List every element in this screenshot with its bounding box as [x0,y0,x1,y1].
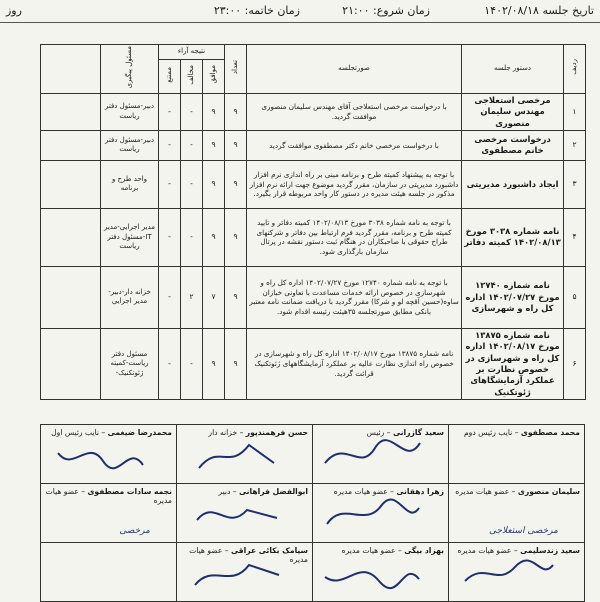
signature-scribble [315,492,425,536]
header-agree: موافق [203,59,225,93]
meeting-date: تاریخ جلسه ۱۴۰۲/۰۸/۱۸ [484,4,594,17]
row-number: ۱ [564,93,586,130]
vote-count: ۹ [225,266,247,328]
responsible: دبیر-مسئول دفتر ریاست [101,93,159,130]
signature-cell: بهزاد بیگی – عضو هیات مدیره [313,543,449,602]
vote-against: - [181,130,203,160]
signature-cell: محمدرضا ضیغمی – نایب رئیس اول [41,425,177,484]
header-row-number: ردیف [564,45,586,94]
header-rule [0,22,600,23]
vote-against: - [181,160,203,208]
agenda-title: ایجاد داشبورد مدیریتی [462,160,564,208]
signature-cell: حسن فرهمندپور – خزانه دار [177,425,313,484]
signature-scribble [315,433,425,477]
header-abstain: ممتنع [159,59,181,93]
vote-agree: ۹ [203,93,225,130]
table-row [41,328,586,399]
vote-agree: ۹ [203,208,225,266]
table-row [41,266,586,328]
header-minutes: صورتجلسه [247,45,462,94]
minutes-text: با درخواست مرخصی خانم دکتر مصطفوی موافقت گردید [247,130,462,160]
responsible: دبیر-مسئول دفتر ریاست [101,130,159,160]
signature-scribble [179,492,289,536]
agenda-title: نامه شماره ۱۳۸۷۵ مورخ ۱۴۰۲/۰۸/۱۷ اداره کل راه و شهرسازی در خصوص نظارت بر عملکرد آزمایشگاهای ژئوتکنیک [462,328,564,399]
row-number: ۶ [564,328,586,399]
table-row [41,93,586,130]
vote-abstain: - [159,130,181,160]
header-vote-result: نتیجه آراء [159,45,225,60]
vote-count: ۹ [225,130,247,160]
agenda-title: نامه شماره ۳۰۳۸ مورخ ۱۴۰۲/۰۸/۱۳ کمیته دفاتر [462,208,564,266]
vote-count: ۹ [225,160,247,208]
vote-against: - [181,93,203,130]
vote-against: ۲ [181,266,203,328]
signatures-table [40,424,585,602]
minutes-text: با توجه به پیشنهاد کمیته طرح و برنامه مبنی بر راه اندازی نرم افزار داشبورد مدیریتی در سازمان، مقرر گردید موضوع جهت ارائه نرم افزار مذکور در جلسه هیئت مدیره در دستور کار واحد مربوطه قرار بگیرد. [247,160,462,208]
start-time: زمان شروع: ۲۱:۰۰ [342,4,430,17]
signature-scribble [179,551,289,595]
signature-cell: زهرا دهقانی – عضو هیات مدیره [313,484,449,543]
responsible: خزانه دار-دبیر-مدیر اجرایی [101,266,159,328]
end-time: زمان خاتمه: ۲۳:۰۰ [213,4,300,17]
signature-cell: محمد مصطفوی – نایب رئیس دوم [449,425,585,484]
header-agenda: دستور جلسه [462,45,564,94]
signature-scribble [451,551,561,595]
signature-scribble [315,551,425,595]
header-count: تعداد [225,45,247,94]
signature-cell: نجمه سادات مصطفوی – عضو هیات مدیره مرخصی [41,484,177,543]
row-number: ۳ [564,160,586,208]
signature-cell [41,543,177,602]
minutes-text: با توجه به نامه شماره ۱۲۷۴۰ مورخ ۱۴۰۲/۰۷/۲۷ اداره کل راه و شهرسازی در خصوص ارائه خدمات مساعدت با تعاونی خبازان ساوه(حسین آقچه لو و شرکا) مقرر گردید با دریافت ضمانت نامه معتبر بانکی مطابق صورتجلسه ۳۵هیئت رئیسه اقدام شود. [247,266,462,328]
leave-note: مرخصی استعلاجی [488,526,558,536]
signature-scribble [43,433,153,477]
vote-agree: ۹ [203,160,225,208]
vote-against: - [181,208,203,266]
minutes-text: با توجه به نامه شماره ۳۰۳۸ مورخ ۱۴۰۲/۰۸/۱۳ کمیته دفاتر و تایید کمیته طرح و برنامه، مقرر گردید فرم ارتباط بین دفاتر و شرکتهای طراح حقوقی با صاحبکاران در هنگام ثبت دستور نقشه در پرتال سازمان بارگذاری شود. [247,208,462,266]
agenda-title: مرخصی استعلاجی مهندس سلیمان منصوری [462,93,564,130]
vote-abstain: - [159,160,181,208]
signature-cell: سعید زندسلیمی – عضو هیات مدیره [449,543,585,602]
vote-abstain: - [159,208,181,266]
leave-note: مرخصی [119,526,150,536]
row-number: ۵ [564,266,586,328]
header-responsible: مسئول پیگیری [101,45,159,94]
signature-cell: سعید گازرانی – رئیس [313,425,449,484]
header-against: مخالف [181,59,203,93]
row-number: ۲ [564,130,586,160]
minutes-text: نامه شماره ۱۳۸۷۵ مورخ ۱۴۰۲/۰۸/۱۷ اداره کل راه و شهرسازی در خصوص راه اندازی نظارت عالیه بر عملکرد آزمایشگاههای ژئوتکنیک قرائت گردید. [247,328,462,399]
table-row [41,208,586,266]
responsible: مسئول دفتر ریاست-کمیته ژئوتکنیک- [101,328,159,399]
day-label: روز [6,4,22,17]
minutes-text: با درخواست مرخصی استعلاجی آقای مهندس سلیمان منصوری موافقت گردید. [247,93,462,130]
vote-abstain: - [159,328,181,399]
signature-cell: سلیمان منصوری – عضو هیات مدیره مرخصی استعلاجی [449,484,585,543]
signature-cell: ابوالفضل فراهانی – دبیر [177,484,313,543]
signature-cell: سیامک بکائی عراقی – عضو هیات مدیره [177,543,313,602]
table-row [41,160,586,208]
agenda-title: نامه شماره ۱۲۷۴۰ مورخ ۱۴۰۲/۰۷/۲۷ اداره کل راه و شهرسازی [462,266,564,328]
vote-agree: ۹ [203,130,225,160]
vote-abstain: - [159,93,181,130]
vote-agree: ۷ [203,266,225,328]
responsible: مدیر اجرایی-مدیر IT-مسئول دفتر ریاست [101,208,159,266]
agenda-title: درخواست مرخصی خانم مصطفوی [462,130,564,160]
vote-count: ۹ [225,93,247,130]
responsible: واحد طرح و برنامه [101,160,159,208]
vote-count: ۹ [225,328,247,399]
vote-count: ۹ [225,208,247,266]
vote-agree: ۹ [203,328,225,399]
minutes-table [40,44,586,400]
signature-scribble [179,433,289,477]
vote-against: - [181,328,203,399]
row-number: ۴ [564,208,586,266]
table-row [41,130,586,160]
header-blank [41,45,101,94]
vote-abstain: - [159,266,181,328]
document-header [0,0,600,28]
